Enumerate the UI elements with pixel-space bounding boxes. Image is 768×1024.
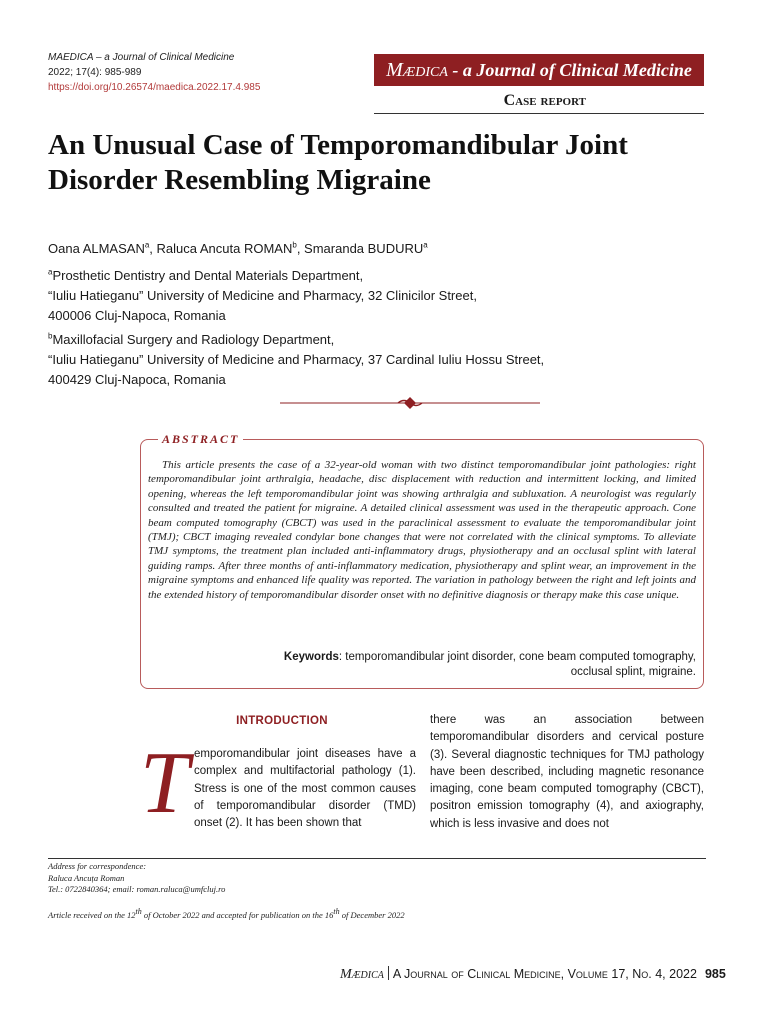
affiliation-line: Maxillofacial Surgery and Radiology Department, xyxy=(52,332,335,347)
ornament-divider xyxy=(280,396,540,410)
author-sup: b xyxy=(292,240,297,250)
affiliation-line: 400429 Cluj-Napoca, Romania xyxy=(48,372,226,387)
author-name: Smaranda BUDURU xyxy=(304,241,424,256)
page-number: 985 xyxy=(704,967,726,981)
correspondence-contact: Tel.: 0722840364; email: roman.raluca@umfcluj.ro xyxy=(48,884,226,894)
affiliation-sup: a xyxy=(48,267,53,277)
section-heading-introduction: INTRODUCTION xyxy=(236,715,328,727)
author-sup: a xyxy=(423,240,428,250)
affiliation-a xyxy=(48,266,477,326)
footer-brand: Mædica xyxy=(340,967,384,982)
received-sup: th xyxy=(333,907,340,917)
volume-line: 2022; 17(4): 985-989 xyxy=(48,67,142,78)
keywords xyxy=(148,650,696,680)
keywords-label: Keywords xyxy=(283,651,339,663)
drop-cap: T xyxy=(140,735,189,832)
intro-text-left: emporomandibular joint diseases have a complex and multifactorial pathology (1). Stress is one of the most common causes of temporomandibular disorder (TMD) onset (2). It has been shown that xyxy=(194,748,416,830)
author-sup: a xyxy=(144,240,150,250)
received-sup: th xyxy=(135,907,142,917)
citation-block xyxy=(48,50,260,95)
author-name: Raluca Ancuta ROMAN xyxy=(156,241,293,256)
journal-name: MAEDICA – a Journal of Clinical Medicine xyxy=(48,52,235,63)
correspondence-label: Address for correspondence: xyxy=(48,861,147,871)
affiliation-line: “Iuliu Hatieganu” University of Medicine and Pharmacy, 32 Clinicilor Street, xyxy=(48,288,477,303)
keywords-line-1: : temporomandibular joint disorder, cone beam computed tomography, xyxy=(338,651,696,663)
author-list: Oana ALMASAN$^a$, Raluca Ancuta ROMAN$^b$, Smaranda BUDURU$^a$ xyxy=(48,240,428,256)
footer-separator xyxy=(388,966,389,980)
affiliation-line: “Iuliu Hatieganu” University of Medicine and Pharmacy, 37 Cardinal Iuliu Hossu Street, xyxy=(48,352,545,367)
page-footer xyxy=(340,964,726,985)
banner-subtitle: - a Journal of Clinical Medicine xyxy=(447,60,692,80)
affiliation-line: 400006 Cluj-Napoca, Romania xyxy=(48,308,226,323)
footnote-rule xyxy=(48,858,706,859)
correspondence-name: Raluca Ancuța Roman xyxy=(48,872,125,883)
keywords-line-2: occlusal splint, migraine. xyxy=(570,666,696,678)
article-type: Case report xyxy=(374,88,704,114)
journal-banner xyxy=(374,54,704,86)
affiliation-sup: b xyxy=(48,331,53,341)
abstract-text: This article presents the case of a 32-year-old woman with two distinct temporomandibular joint pathologies: right temporomandibular joint arthralgia, headache, disc displacement with reduction and intermittent locking, and limited opening, whereas the left temporomandibular joint was showing arthralgia and subluxation. A neurologist was regularly consulted and treated the patient for migraine. A detailed clinical assessment was used in the therapeutic approach. Cone beam computed tomography (CBCT) was used in the paraclinical assessment to evaluate the temporomandibular joint (TMJ); CBCT imaging revealed condylar bone changes that were not correlated with the clinical symptoms. To alleviate TMJ symptoms, the treatment plan included anti-inflammatory drugs, physiotherapy and an occlusal splint with lateral guiding ramps. After three months of anti-inflammatory medication, physiotherapy and splint wear, an improvement in the migraine symptoms and enhanced life quality was reported. The variation in pathology between the right and left joints and the extended history of temporomandibular disorder onset with no definitive diagnosis or therapy make this case unique. xyxy=(148,459,696,601)
affiliation-b xyxy=(48,330,544,390)
banner-brand: Mædica xyxy=(386,59,448,81)
received-text: of October 2022 and accepted for publication on the 16 xyxy=(141,910,334,920)
received-text: Article received on the 12 xyxy=(48,910,136,920)
footer-journal: A Journal of Clinical Medicine, Volume 17, No. 4, 2022 xyxy=(392,967,697,981)
doi-link[interactable]: https://doi.org/10.26574/maedica.2022.17.4.985 xyxy=(48,82,261,93)
abstract-label: ABSTRACT xyxy=(158,432,243,446)
correspondence-block xyxy=(48,861,225,896)
author-name: Oana ALMASAN xyxy=(48,241,145,256)
intro-text-right: there was an association between temporomandibular disorders and cervical posture (3). Several diagnostic techniques for TMJ pathology have been described, including magnetic resonance imaging, cone beam computed tomography (CBCT), positron emission tomography (4), and axiography, which is less invasive and does not xyxy=(430,714,704,830)
received-note xyxy=(48,907,405,922)
affiliation-line: Prosthetic Dentistry and Dental Materials Department, xyxy=(52,268,364,283)
received-text: of December 2022 xyxy=(339,910,405,920)
article-title: An Unusual Case of Temporomandibular Joint Disorder Resembling Migraine xyxy=(48,129,628,196)
